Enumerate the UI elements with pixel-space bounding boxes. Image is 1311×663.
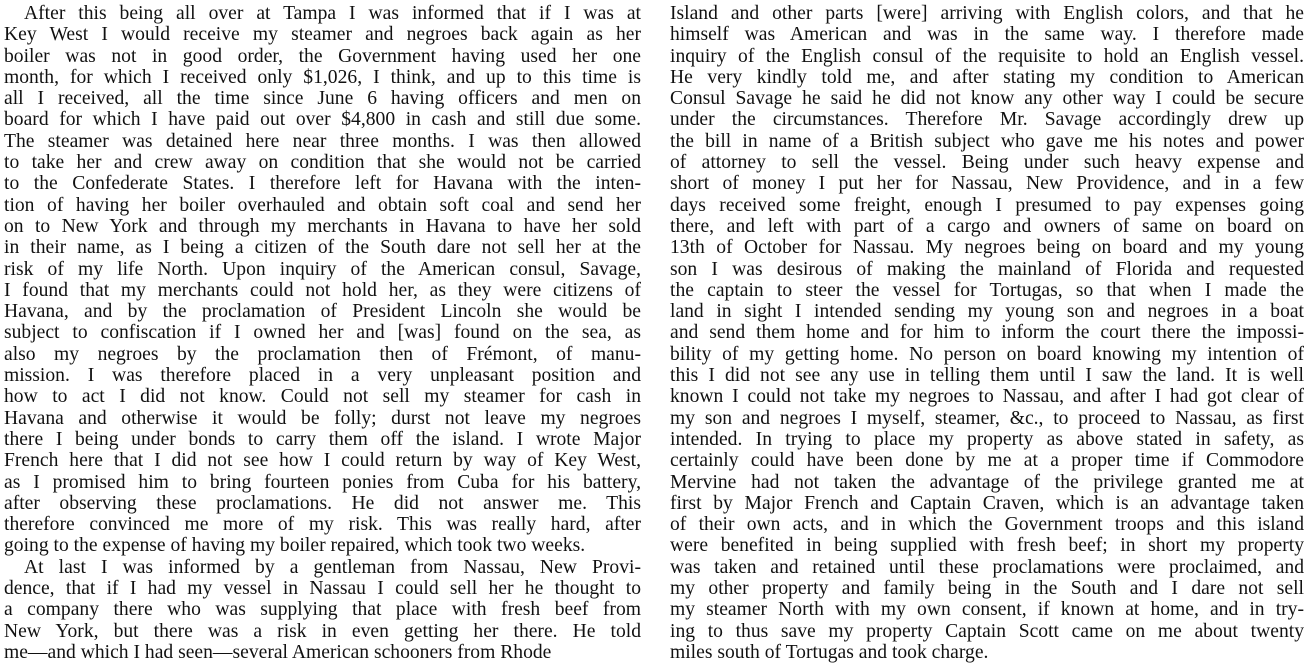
text-line: my other property and family being in the South and I dare not sell xyxy=(670,578,1304,600)
text-line: Consul Savage he said he did not know any other way I could be secure xyxy=(670,88,1304,110)
text-line: short of money I put her for Nassau, New Providence, and in a few xyxy=(670,173,1304,195)
text-line: of their own acts, and in which the Government troops and this island xyxy=(670,514,1304,536)
text-line: dence, that if I had my vessel in Nassau I could sell her he thought to xyxy=(4,578,641,600)
text-line: as I promised him to bring fourteen ponies from Cuba for his battery, xyxy=(4,471,641,493)
text-line: Key West I would receive my steamer and negroes back again as her xyxy=(4,24,641,46)
text-line: and send them home and for him to inform the court there the impossi- xyxy=(670,322,1304,344)
text-line: the captain to steer the vessel for Tortugas, so that when I made the xyxy=(670,279,1304,301)
text-line: After this being all over at Tampa I was informed that if I was at xyxy=(24,3,641,24)
text-line: inquiry of the English consul of the requisite to hold an English vessel. xyxy=(670,45,1304,67)
text-line: all I received, all the time since June 6 having officers and men on xyxy=(4,88,641,110)
text-line: this I did not see any use in telling them until I saw the land. It is well xyxy=(670,365,1304,387)
text-line: under the circumstances. Therefore Mr. Savage accordingly drew up xyxy=(670,109,1304,131)
text-line: bility of my getting home. No person on board knowing my intention of xyxy=(670,343,1304,365)
text-line: ing to thus save my property Captain Scott came on me about twenty xyxy=(670,620,1304,642)
text-line: 13th of October for Nassau. My negroes being on board and my young xyxy=(670,237,1304,259)
text-line: He very kindly told me, and after stating my condition to American xyxy=(670,66,1304,88)
text-line: land in sight I intended sending my young son and negroes in a boat xyxy=(670,301,1304,323)
text-line: on to New York and through my merchants in Havana to have her sold xyxy=(4,215,641,237)
text-line: The steamer was detained here near three months. I was then allowed xyxy=(4,130,641,152)
text-line: first by Major French and Captain Craven, which is an advantage taken xyxy=(670,492,1304,514)
text-line: I found that my merchants could not hold her, as they were citizens of xyxy=(4,279,641,301)
text-line: boiler was not in good order, the Government having used her one xyxy=(4,45,641,67)
text-line: were benefited in being supplied with fresh beef; in short my property xyxy=(670,535,1304,557)
text-line: month, for which I received only $1,026, I think, and up to this time is xyxy=(4,66,641,88)
text-line: risk of my life North. Upon inquiry of the American consul, Savage, xyxy=(4,258,641,280)
text-line: intended. In trying to place my property as above stated in safety, as xyxy=(670,428,1304,450)
text-line: to the Confederate States. I therefore left for Havana with the inten- xyxy=(4,173,641,195)
text-line: how to act I did not know. Could not sell my steamer for cash in xyxy=(4,386,641,408)
text-line: New York, but there was a risk in even getting her there. He told xyxy=(4,620,641,642)
text-line: mission. I was therefore placed in a very unpleasant position and xyxy=(4,365,641,387)
text-line: himself was American and was in the same way. I therefore made xyxy=(670,24,1304,46)
text-line: after observing these proclamations. He did not answer me. This xyxy=(4,492,641,514)
text-line: therefore convinced me more of my risk. This was really hard, after xyxy=(4,514,641,536)
text-line: board for which I have paid out over $4,800 in cash and still due some. xyxy=(4,109,641,131)
text-line: Havana and otherwise it would be folly; durst not leave my negroes xyxy=(4,407,641,429)
text-line: a company there who was supplying that place with fresh beef from xyxy=(4,599,641,621)
text-line: French here that I did not see how I could return by way of Key West, xyxy=(4,450,641,472)
text-line: known I could not take my negroes to Nassau, and after I had got clear of xyxy=(670,386,1304,408)
text-line: also my negroes by the proclamation then of Frémont, of manu- xyxy=(4,343,641,365)
text-line: At last I was informed by a gentleman from Nassau, New Provi- xyxy=(24,556,641,578)
text-line: miles south of Tortugas and took charge. xyxy=(670,641,989,663)
text-line: Havana, and by the proclamation of President Lincoln she would be xyxy=(4,301,641,323)
text-line: there I being under bonds to carry them off the island. I wrote Major xyxy=(4,428,641,450)
left-column xyxy=(4,3,641,663)
text-line: was taken and retained until these proclamations were proclaimed, and xyxy=(670,556,1304,578)
text-line: tion of having her boiler overhauled and obtain soft coal and send her xyxy=(4,194,641,216)
text-line: to take her and crew away on condition that she would not be carried xyxy=(4,152,641,174)
text-line: son I was desirous of making the mainland of Florida and requested xyxy=(670,258,1304,280)
right-column xyxy=(670,3,1304,663)
text-line: my son and negroes I myself, steamer, &c., to proceed to Nassau, as first xyxy=(670,407,1304,429)
text-line: in their name, as I being a citizen of the South dare not sell her at the xyxy=(4,237,641,259)
text-line: subject to confiscation if I owned her and [was] found on the sea, as xyxy=(4,322,641,344)
text-line: days received some freight, enough I presumed to pay expenses going xyxy=(670,194,1304,216)
text-line: there, and left with part of a cargo and owners of same on board on xyxy=(670,215,1304,237)
text-line: me—and which I had seen—several American schooners from Rhode xyxy=(4,641,552,663)
text-line: my steamer North with my own consent, if known at home, and in try- xyxy=(670,599,1304,621)
text-line: Island and other parts [were] arriving with English colors, and that he xyxy=(670,3,1304,24)
text-line: going to the expense of having my boiler repaired, which took two weeks. xyxy=(4,535,586,557)
text-line: Mervine had not taken the advantage of the privilege granted me at xyxy=(670,471,1304,493)
text-line: of attorney to sell the vessel. Being under such heavy expense and xyxy=(670,152,1304,174)
text-line: certainly could have been done by me at a proper time if Commodore xyxy=(670,450,1304,472)
text-line: the bill in name of a British subject who gave me his notes and power xyxy=(670,130,1304,152)
